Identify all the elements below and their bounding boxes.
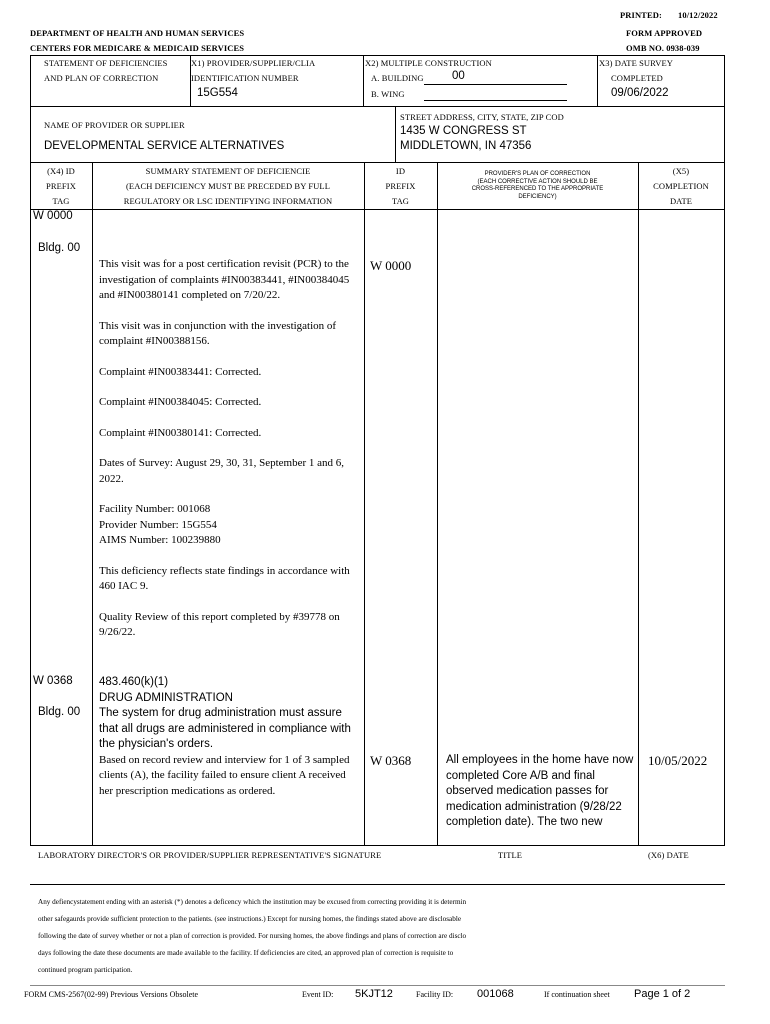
entry2-text [99,675,361,799]
x3-label: X3) DATE SURVEY [599,58,674,68]
x3-label-2: COMPLETED [611,73,663,83]
disclaimer-line-5: continued program participation. [38,966,133,974]
x4-header-3: TAG [52,196,70,206]
title-label: TITLE [498,850,523,860]
x4-header-2: PREFIX [46,181,76,191]
summary-header-2: (EACH DEFICIENCY MUST BE PRECEDED BY FULL [125,181,331,191]
plan-header-3: CROSS-REFERENCED TO THE APPROPRIATE [471,186,604,192]
entry1-para-4: Complaint #IN00384045: Corrected. [99,396,262,408]
entry1-text [99,257,361,641]
entry1-para-6: Dates of Survey: August 29, 30, 31, September 1 and 6, 2022. [99,457,345,485]
entry1-para-1: This visit was for a post certification revisit (PCR) to the investigation of complaints #IN00383441, #IN00384045 and #IN00380141 completed on 7/20/22. [99,258,350,301]
entry2-title: DRUG ADMINISTRATION [99,691,233,704]
entry2-bldg: Bldg. 00 [38,706,81,718]
entry2-rule: The system for drug administration must assure that all drugs are administered in compliance with the physician's orders. [99,707,351,750]
signature-label: LABORATORY DIRECTOR'S OR PROVIDER/SUPPLIER REPRESENTATIVE'S SIGNATURE [38,850,382,860]
plan-header-4: DEFICIENCY) [518,193,557,200]
plan-header-2: (EACH CORRECTIVE ACTION SHOULD BE [477,178,598,185]
printed-date: 10/12/2022 [678,10,718,20]
entry1-para-3: Complaint #IN00383441: Corrected. [99,365,262,378]
statement-label-1: STATEMENT OF DEFICIENCIES [44,58,168,68]
plan-header [437,171,638,201]
disclaimer-line-1: Any defiencystatement ending with an asterisk (*) denotes a deficency which the institution may be excused from correcting providing it is determin [38,898,467,906]
event-id-label: Event ID: [302,990,334,999]
entry2-tag: W 0368 [33,675,73,687]
entry2-right-tag: W 0368 [370,753,412,768]
event-id-value: 5KJT12 [355,988,393,1000]
entry1-tag: W 0000 [33,210,73,222]
continuation-label: If continuation sheet [544,990,610,999]
disclaimer [38,894,728,979]
entry2-finding: Based on record review and interview for 1 of 3 sampled clients (A), the facility failed to ensure client A received her prescription medications as ordered. [99,753,350,797]
id-header-1: ID [395,166,406,176]
entry1-para-8: This deficiency reflects state findings in accordance with 460 IAC 9. [99,564,350,592]
x6-date-label: (X6) DATE [648,850,689,860]
omb-number: OMB NO. 0938-039 [626,43,700,53]
printed-label: PRINTED: [620,10,662,20]
entry1-para-9: Quality Review of this report completed by #39778 on 9/26/22. [99,610,340,638]
statement-label-2: AND PLAN OF CORRECTION [44,73,159,83]
entry1-para-5: Complaint #IN00380141: Corrected. [99,426,262,439]
address-line-2: MIDDLETOWN, IN 47356 [400,140,532,152]
disclaimer-line-4: days following the date these documents are made available to the facility. If deficiencies are cited, an approved plan of correction is requisite to [38,949,454,957]
entry1-right-tag: W 0000 [370,258,412,273]
provider-name-label: NAME OF PROVIDER OR SUPPLIER [44,120,185,130]
x2-label: X2) MULTIPLE CONSTRUCTION [365,58,492,68]
x4-header-1: (X4) ID [47,166,75,176]
page-number: Page 1 of 2 [634,988,691,1000]
survey-date: 09/06/2022 [611,87,669,99]
plan-header-1: PROVIDER'S PLAN OF CORRECTION [484,171,591,177]
x5-header-2: COMPLETION [653,181,709,191]
wing-label: B. WING [371,89,405,99]
form-number: FORM CMS-2567(02-99) Previous Versions Obsolete [24,990,199,999]
facility-id-label: Facility ID: [416,990,454,999]
provider-id: 15G554 [197,87,238,99]
form-approved: FORM APPROVED [626,28,703,38]
id-header-2: PREFIX [385,181,416,191]
address-label: STREET ADDRESS, CITY, STATE, ZIP COD [400,112,564,122]
id-header-3: TAG [391,196,410,206]
x5-header-1: (X5) [672,166,690,176]
x1-label-2: IDENTIFICATION NUMBER [191,73,299,83]
entry1-bldg: Bldg. 00 [38,242,81,254]
entry2-reg: 483.460(k)(1) [99,676,169,688]
building-label: A. BUILDING [371,73,424,83]
x1-label: X1) PROVIDER/SUPPLIER/CLIA [191,58,316,68]
entry2-completion-date: 10/05/2022 [648,753,708,768]
x5-header-3: DATE [669,196,693,206]
provider-name: DEVELOPMENTAL SERVICE ALTERNATIVES [44,140,285,152]
centers-name: CENTERS FOR MEDICARE & MEDICAID SERVICES [30,43,245,53]
entry1-para-7: Facility Number: 001068 Provider Number: 15G554 AIMS Number: 100239880 [99,503,221,546]
summary-header-1: SUMMARY STATEMENT OF DEFICIENCIE [145,166,311,176]
entry1-para-2: This visit was in conjunction with the investigation of complaint #IN00388156. [99,319,337,347]
address-line-1: 1435 W CONGRESS ST [400,125,527,137]
disclaimer-line-3: following the date of survey whether or not a plan of correction is provided. For nursing homes, the above findings and plans of correction are disclo [38,932,467,940]
facility-id-value: 001068 [477,988,514,1000]
summary-header-3: REGULATORY OR LSC IDENTIFYING INFORMATION [123,196,333,206]
entry2-plan: All employees in the home have now completed Core A/B and final observed medication passes for medication administration (9/28/22 completion date). The two new [446,754,634,828]
building-value: 00 [452,70,465,82]
disclaimer-line-2: other safegaurds provide sufficient protection to the patients. (see instructions.) Except for nursing homes, the findings stated above are disclosable [38,915,462,923]
department-name: DEPARTMENT OF HEALTH AND HUMAN SERVICES [30,28,245,38]
